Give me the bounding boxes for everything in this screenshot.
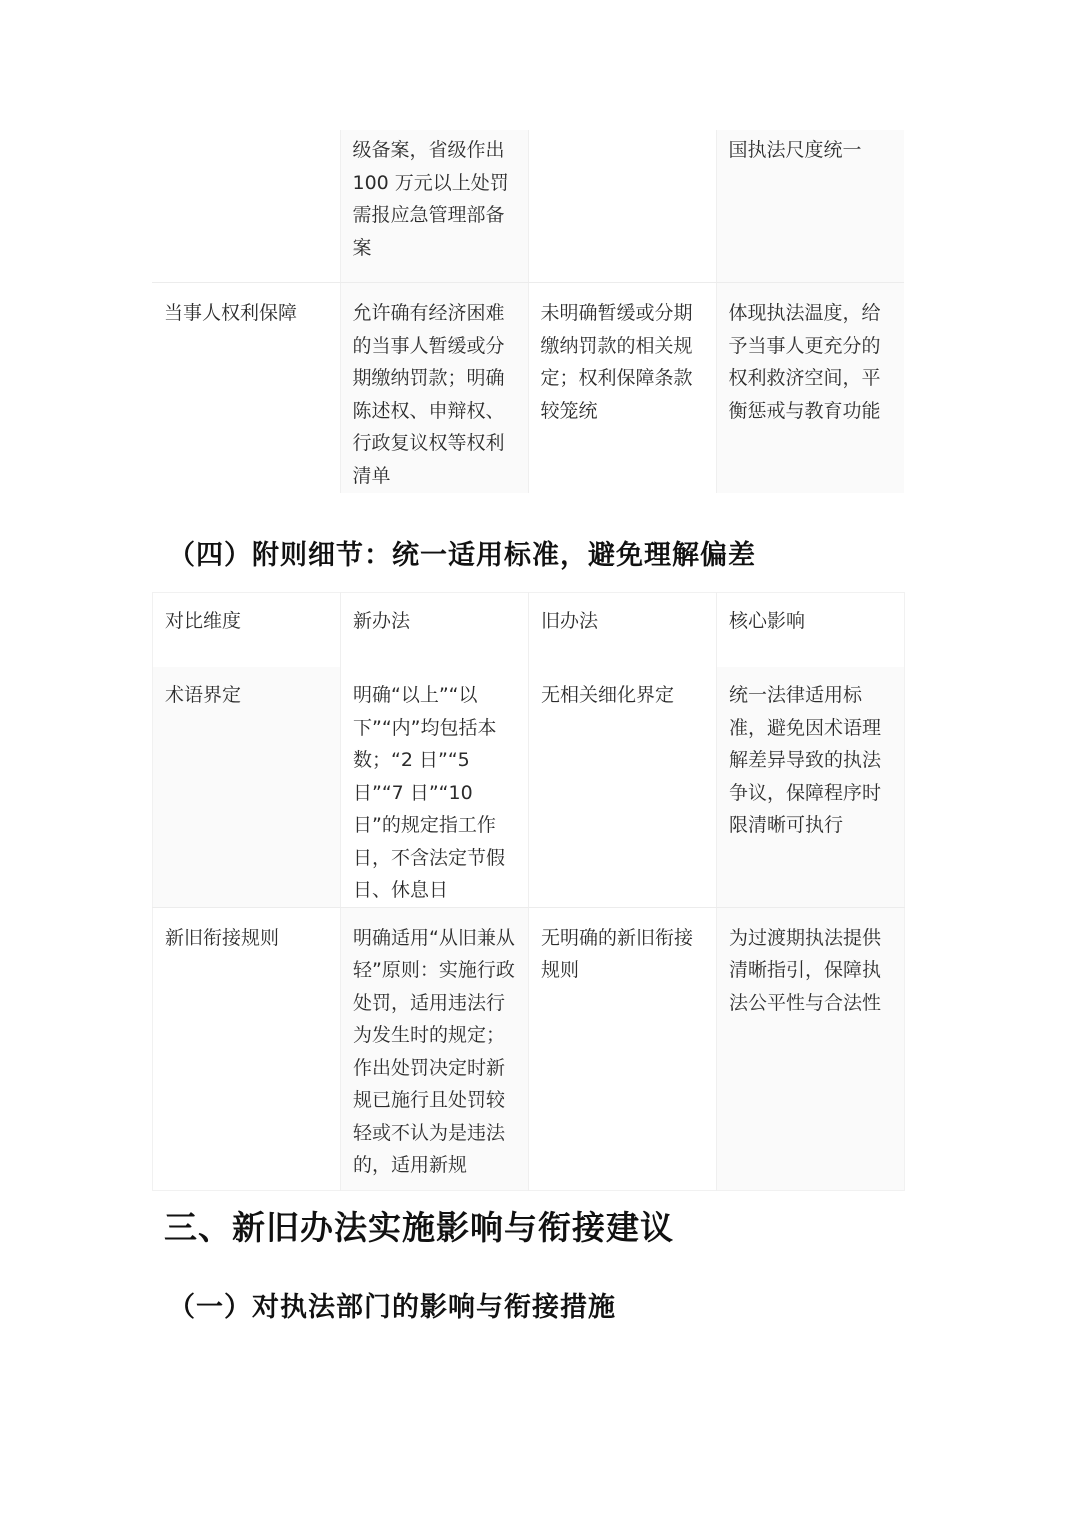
- table-row: [152, 130, 904, 283]
- table-header-cell: 旧办法: [529, 593, 717, 668]
- table-cell: 未明确暂缓或分期缴纳罚款的相关规定；权利保障条款较笼统: [528, 283, 716, 494]
- table-cell: 新旧衔接规则: [153, 907, 341, 1190]
- table-cell: [528, 130, 716, 283]
- table-cell: 明确“以上”“以下”“内”均包括本数；“2 日”“5 日”“7 日”“10 日”的规定指工作日，不含法定节假日、休息日: [341, 667, 529, 907]
- table-cell: 为过渡期执法提供清晰指引，保障执法公平性与合法性: [717, 907, 905, 1190]
- table-cell: 统一法律适用标准，避免因术语理解差异导致的执法争议，保障程序时限清晰可执行: [717, 667, 905, 907]
- section-heading-4: （四）附则细节：统一适用标准，避免理解偏差: [168, 540, 756, 571]
- table-cell: [152, 130, 340, 283]
- table-cell: 术语界定: [153, 667, 341, 907]
- table-cell: 国执法尺度统一: [716, 130, 904, 283]
- table-header-row: [153, 593, 905, 668]
- table-header-cell: 核心影响: [729, 610, 806, 632]
- table-cell: 明确适用“从旧兼从轻”原则：实施行政处罚，适用违法行为发生时的规定；作出处罚决定时新规已施行且处罚较轻或不认为是违法的，适用新规: [341, 907, 529, 1190]
- table-cell: 无明确的新旧衔接规则: [529, 907, 717, 1190]
- table-cell: 当事人权利保障: [152, 283, 340, 494]
- table-cell: 无相关细化界定: [529, 667, 717, 907]
- subsection-heading-1: （一）对执法部门的影响与衔接措施: [168, 1292, 616, 1323]
- table-header-cell: 新办法: [341, 593, 529, 668]
- comparison-table-continued: [152, 130, 904, 493]
- table-row: [153, 907, 905, 1190]
- table-row: [153, 667, 905, 907]
- table-cell: 允许确有经济困难的当事人暂缓或分期缴纳罚款；明确陈述权、申辩权、行政复议权等权利清单: [340, 283, 528, 494]
- section-heading-3: 三、新旧办法实施影响与衔接建议: [164, 1208, 674, 1247]
- comparison-table-appendix: [152, 592, 905, 1191]
- table-row: [152, 283, 904, 494]
- table-cell: 体现执法温度，给予当事人更充分的权利救济空间，平衡惩戒与教育功能: [716, 283, 904, 494]
- table-cell: 级备案，省级作出100 万元以上处罚需报应急管理部备案: [340, 130, 528, 283]
- table-header-cell: 对比维度: [153, 593, 341, 668]
